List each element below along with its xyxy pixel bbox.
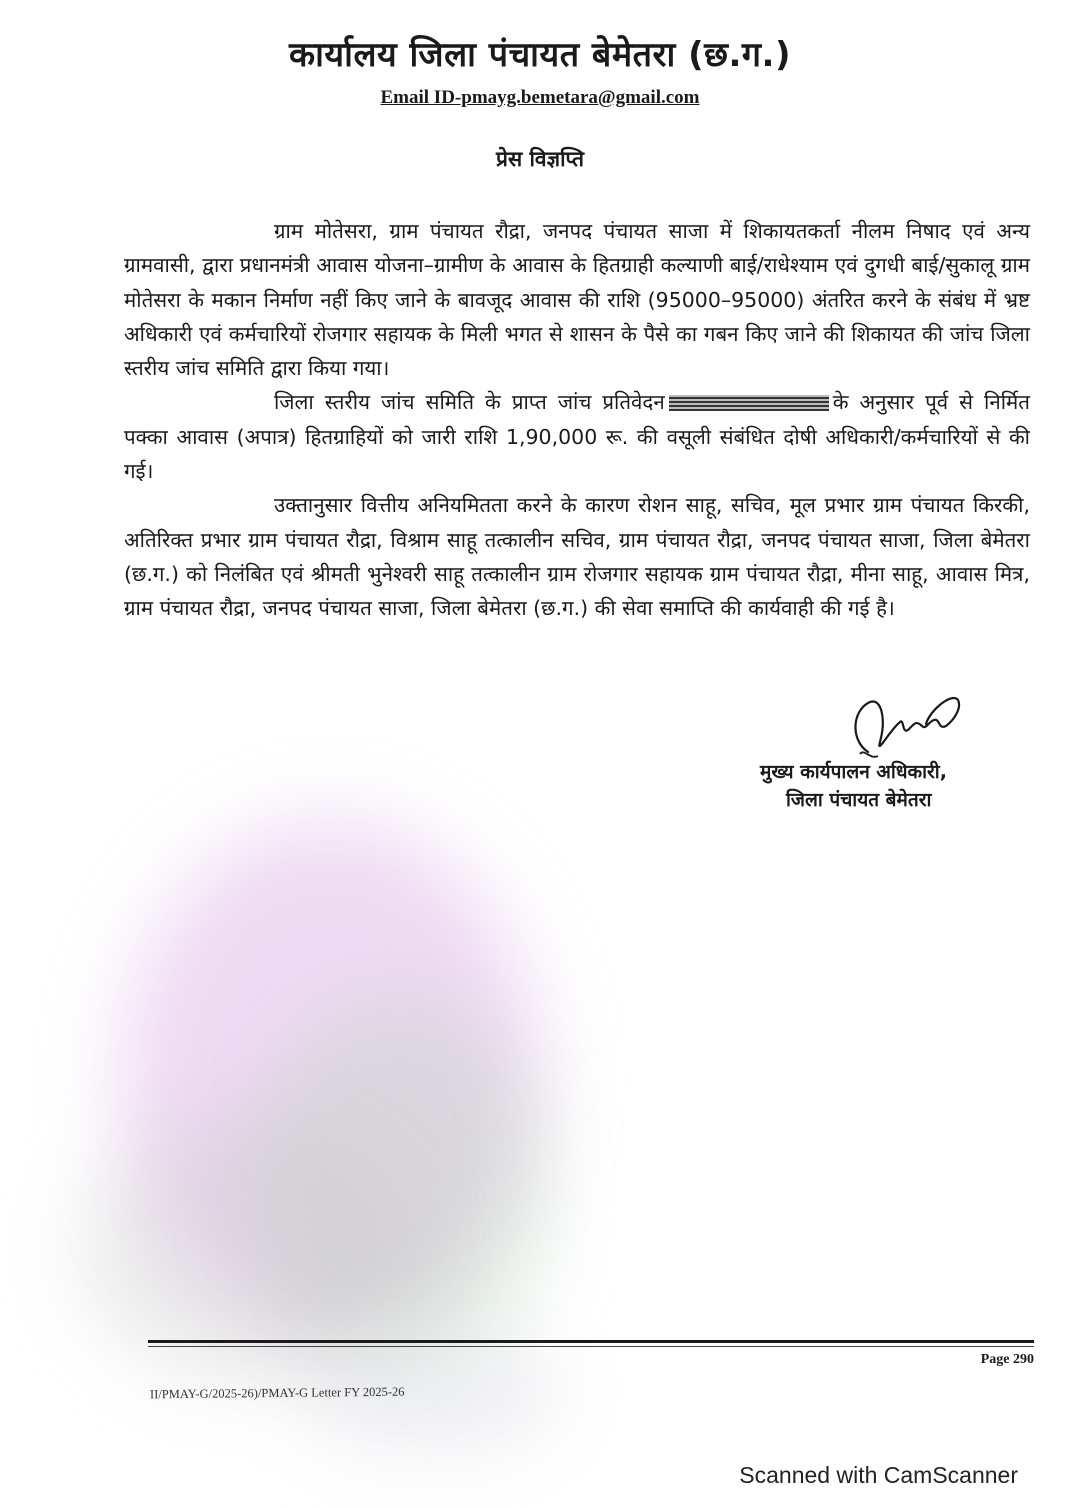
paragraph-action: उक्तानुसार वित्तीय अनियमितता करने के कारण रोशन साहू, सचिव, मूल प्रभार ग्राम पंचायत किरकी, अतिरिक्त प्रभार ग्राम पंचायत रौद्रा, विश्राम साहू तत्कालीन सचिव, ग्राम पंचायत रौद्रा, जनपद पंचायत साजा, जिला बेमेतरा (छ.ग.) को निलंबित एवं श्रीमती भुनेश्वरी साहू तत्कालीन ग्राम रोजगार सहायक ग्राम पंचायत रौद्रा, मीना साहू, आवास मित्र, ग्राम पंचायत रौद्रा, जनपद पंचायत साजा, जिला बेमेतरा (छ.ग.) की सेवा समाप्ति की कार्यवाही की गई है।: [124, 493, 1030, 621]
stain-overlay: [250, 1000, 550, 1380]
paragraph-recovery: जिला स्तरीय जांच समिति के प्राप्त जांच प्रतिवेदन के अनुसार पूर्व से निर्मित पक्का आवास (अपात्र) हितग्राहियों को जारी राशि 1,90,000 रू. की वसूली संबंधित दोषी अधिकारी/कर्मचारियों से की गई।: [124, 390, 1030, 484]
redacted-date: [669, 395, 829, 411]
letter-body: [124, 214, 1030, 626]
office-email: Email ID-pmayg.bemetara@gmail.com: [380, 87, 700, 108]
letter-reference: II/PMAY-G/2025-26)/PMAY-G Letter FY 2025-26: [149, 1384, 405, 1402]
paragraph-complaint: ग्राम मोतेसरा, ग्राम पंचायत रौद्रा, जनपद पंचायत साजा में शिकायतकर्ता नीलम निषाद एवं अन्य ग्रामवासी, द्वारा प्रधानमंत्री आवास योजना–ग्रामीण के आवास के हितग्राही कल्याणी बाई/राधेश्याम एवं दुगधी बाई/सुकालू ग्राम मोतेसरा के मकान निर्माण नहीं किए जाने के बावजूद आवास की राशि (95000–95000) अंतरित करने के संबंध में भ्रष्ट अधिकारी एवं कर्मचारियों रोजगार सहायक के मिली भगत से शासन के पैसे का गबन किए जाने की शिकायत की जांच जिला स्तरीय जांच समिति द्वारा किया गया।: [124, 219, 1030, 381]
footer-divider: [148, 1346, 1034, 1347]
page-number: Page 290: [980, 1352, 1034, 1367]
footer-divider: [148, 1340, 1034, 1343]
stain-overlay: [120, 820, 540, 1340]
office-title: कार्यालय जिला पंचायत बेमेतरा (छ.ग.): [289, 35, 791, 75]
scanner-watermark: Scanned with CamScanner: [739, 1462, 1018, 1488]
signatory-designation: मुख्य कार्यपालन अधिकारी, जिला पंचायत बेमेतरा: [760, 761, 947, 811]
press-release-heading: प्रेस विज्ञप्ति: [496, 147, 584, 171]
